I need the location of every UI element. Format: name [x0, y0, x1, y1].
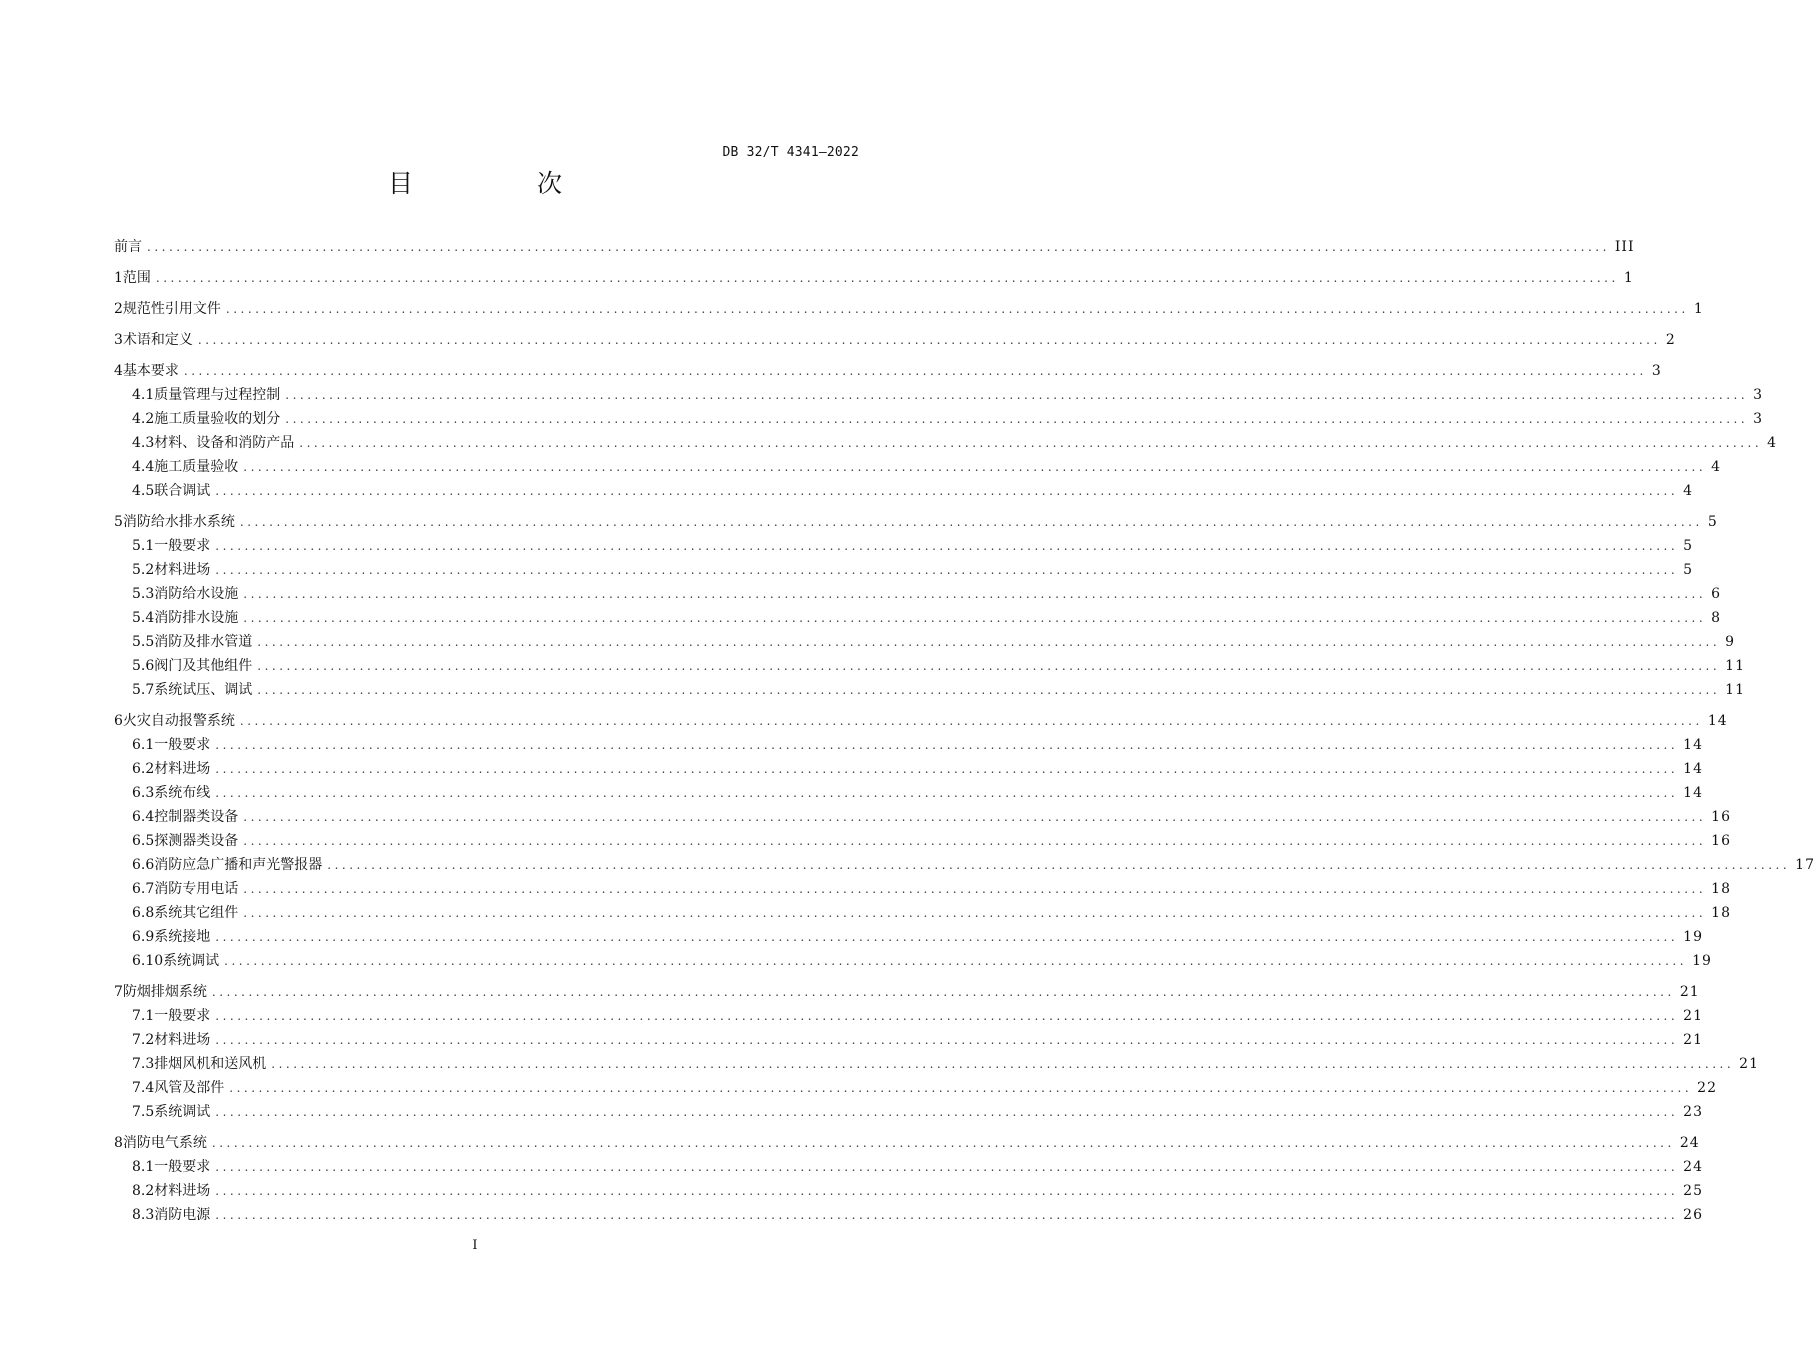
- toc-entry-label: 范围: [122, 270, 151, 286]
- toc-leader-dots: ........................................................................................................................................................................................................: [271, 1057, 1735, 1071]
- toc-entry-label: 消防电气系统: [122, 1135, 207, 1151]
- toc-entry-label: 一般要求: [154, 1008, 211, 1024]
- page-title: 目 次: [388, 169, 620, 198]
- toc-entry-number: 8: [114, 1135, 123, 1151]
- toc-leader-dots: ........................................................................................................................................................................................................: [224, 954, 1688, 968]
- toc-entry-number: 4.1: [132, 387, 155, 403]
- toc-leader-dots: ........................................................................................................................................................................................................: [243, 587, 1707, 601]
- toc-entry[interactable]: [114, 1100, 1703, 1124]
- toc-entry[interactable]: [114, 1076, 1717, 1100]
- toc-leader-dots: ........................................................................................................................................................................................................: [215, 539, 1679, 553]
- toc-leader-dots: ........................................................................................................................................................................................................: [215, 1105, 1679, 1119]
- toc-entry-number: 6.7: [132, 881, 155, 897]
- toc-entry-page: 19: [1692, 953, 1712, 969]
- toc-entry[interactable]: [114, 534, 1694, 558]
- toc-entry-label: 火灾自动报警系统: [122, 713, 235, 729]
- toc-entry-label: 一般要求: [154, 1159, 211, 1175]
- toc-entry-page: 21: [1679, 984, 1700, 1000]
- toc-entry-page: 25: [1683, 1183, 1703, 1199]
- toc-entry[interactable]: [114, 925, 1703, 949]
- toc-entry[interactable]: [114, 853, 1815, 877]
- toc-leader-dots: ........................................................................................................................................................................................................: [215, 1009, 1679, 1023]
- toc-entry-number: 1: [114, 270, 123, 286]
- toc-entry[interactable]: [114, 901, 1731, 925]
- toc-leader-dots: ........................................................................................................................................................................................................: [327, 858, 1791, 872]
- toc-entry-label: 施工质量验收: [154, 459, 239, 475]
- toc-leader-dots: ........................................................................................................................................................................................................: [239, 515, 1703, 529]
- toc-entry-number: 6.9: [132, 929, 155, 945]
- toc-entry-page: 26: [1683, 1207, 1703, 1223]
- toc-entry-label: 施工质量验收的划分: [154, 411, 281, 427]
- toc-entry-page: 1: [1623, 270, 1634, 286]
- toc-entry[interactable]: [114, 510, 1718, 534]
- toc-leader-dots: ........................................................................................................................................................................................................: [215, 930, 1679, 944]
- toc-entry-number: 6.1: [132, 737, 155, 753]
- toc-entry-label: 联合调试: [154, 483, 211, 499]
- toc-entry-label: 材料、设备和消防产品: [154, 435, 295, 451]
- toc-entry-label: 探测器类设备: [154, 833, 239, 849]
- toc-entry[interactable]: [114, 630, 1736, 654]
- toc-leader-dots: ........................................................................................................................................................................................................: [243, 810, 1707, 824]
- toc-leader-dots: ........................................................................................................................................................................................................: [285, 388, 1749, 402]
- toc-entry-label: 材料进场: [154, 761, 211, 777]
- toc-entry-label: 材料进场: [154, 1032, 211, 1048]
- toc-entry[interactable]: [114, 1028, 1703, 1052]
- toc-entry-label: 系统调试: [163, 953, 220, 969]
- toc-entry-number: 5.7: [132, 682, 155, 698]
- toc-entry-label: 消防应急广播和声光警报器: [154, 857, 323, 873]
- toc-entry[interactable]: [114, 877, 1731, 901]
- toc-leader-dots: ........................................................................................................................................................................................................: [215, 786, 1679, 800]
- toc-entry-label: 前言: [114, 239, 142, 255]
- toc-entry-page: 11: [1725, 658, 1745, 674]
- toc-entry-page: 17: [1795, 857, 1815, 873]
- toc-entry-page: 24: [1679, 1135, 1700, 1151]
- toc-entry[interactable]: [114, 1155, 1703, 1179]
- toc-entry-label: 一般要求: [154, 538, 211, 554]
- toc-entry[interactable]: [114, 1052, 1759, 1076]
- toc-leader-dots: ........................................................................................................................................................................................................: [215, 1033, 1679, 1047]
- toc-entry-label: 消防排水设施: [154, 610, 239, 626]
- toc-entry-label: 消防及排水管道: [154, 634, 253, 650]
- toc-entry[interactable]: [114, 266, 1634, 290]
- toc-entry-page: 4: [1711, 459, 1722, 475]
- toc-entry-label: 防烟排烟系统: [122, 984, 207, 1000]
- toc-entry-number: 4.4: [132, 459, 155, 475]
- toc-entry-page: 5: [1707, 514, 1718, 530]
- toc-entry-page: 9: [1725, 634, 1736, 650]
- toc-entry-page: 11: [1725, 682, 1745, 698]
- toc-entry-page: 18: [1711, 881, 1731, 897]
- toc-entry-number: 8.2: [132, 1183, 155, 1199]
- toc-entry-page: 5: [1683, 562, 1694, 578]
- toc-entry[interactable]: [114, 479, 1694, 503]
- toc-leader-dots: ........................................................................................................................................................................................................: [215, 563, 1679, 577]
- toc-entry[interactable]: [114, 709, 1728, 733]
- toc-entry-page: 6: [1711, 586, 1722, 602]
- toc-entry-label: 基本要求: [122, 363, 179, 379]
- toc-entry-page: 19: [1683, 929, 1703, 945]
- toc-entry-page: 3: [1753, 411, 1764, 427]
- toc-entry-page: 21: [1683, 1032, 1703, 1048]
- toc-leader-dots: ........................................................................................................................................................................................................: [155, 271, 1619, 285]
- toc-leader-dots: ........................................................................................................................................................................................................: [147, 240, 1610, 254]
- toc-leader-dots: ........................................................................................................................................................................................................: [211, 1136, 1675, 1150]
- toc-entry-number: 5.1: [132, 538, 155, 554]
- toc-entry-label: 控制器类设备: [154, 809, 239, 825]
- toc-entry-label: 材料进场: [154, 1183, 211, 1199]
- toc-entry-label: 系统其它组件: [154, 905, 239, 921]
- toc-entry-page: 16: [1711, 833, 1731, 849]
- toc-leader-dots: ........................................................................................................................................................................................................: [215, 1208, 1679, 1222]
- toc-entry-number: 8.1: [132, 1159, 155, 1175]
- toc-entry-page: III: [1614, 239, 1635, 255]
- toc-entry-page: 3: [1753, 387, 1764, 403]
- toc-entry-page: 24: [1683, 1159, 1703, 1175]
- toc-entry-page: 22: [1697, 1080, 1717, 1096]
- toc-leader-dots: ........................................................................................................................................................................................................: [239, 714, 1703, 728]
- toc-entry[interactable]: [114, 297, 1704, 321]
- toc-entry[interactable]: [114, 757, 1703, 781]
- toc-entry[interactable]: [114, 1203, 1703, 1227]
- toc-leader-dots: ........................................................................................................................................................................................................: [215, 484, 1679, 498]
- toc-entry[interactable]: [114, 606, 1722, 630]
- toc-entry-label: 阀门及其他组件: [154, 658, 253, 674]
- toc-leader-dots: ........................................................................................................................................................................................................: [215, 1160, 1679, 1174]
- toc-entry-label: 排烟风机和送风机: [154, 1056, 267, 1072]
- toc-entry-label: 系统调试: [154, 1104, 211, 1120]
- toc-leader-dots: ........................................................................................................................................................................................................: [257, 659, 1721, 673]
- toc-leader-dots: ........................................................................................................................................................................................................: [243, 611, 1707, 625]
- toc-leader-dots: ........................................................................................................................................................................................................: [243, 834, 1707, 848]
- toc-entry-number: 3: [114, 332, 123, 348]
- toc-entry-number: 7.4: [132, 1080, 155, 1096]
- toc-entry-page: 4: [1767, 435, 1778, 451]
- toc-entry-number: 7.3: [132, 1056, 155, 1072]
- toc-entry-number: 6.2: [132, 761, 155, 777]
- toc-entry-page: 14: [1683, 785, 1703, 801]
- toc-leader-dots: ........................................................................................................................................................................................................: [243, 460, 1707, 474]
- toc-leader-dots: ........................................................................................................................................................................................................: [211, 985, 1675, 999]
- toc-entry-label: 系统接地: [154, 929, 211, 945]
- toc-entry[interactable]: [114, 678, 1745, 702]
- toc-entry-label: 材料进场: [154, 562, 211, 578]
- toc-entry[interactable]: [114, 1131, 1700, 1155]
- toc-entry-page: 1: [1693, 301, 1704, 317]
- toc-entry[interactable]: [114, 558, 1694, 582]
- toc-entry[interactable]: [114, 1179, 1703, 1203]
- toc-leader-dots: ........................................................................................................................................................................................................: [229, 1081, 1693, 1095]
- toc-entry-page: 18: [1711, 905, 1731, 921]
- toc-entry-page: 21: [1683, 1008, 1703, 1024]
- toc-entry-number: 7.1: [132, 1008, 155, 1024]
- toc-entry-label: 系统布线: [154, 785, 211, 801]
- toc-entry-page: 21: [1739, 1056, 1759, 1072]
- toc-entry-number: 6.4: [132, 809, 155, 825]
- toc-entry-page: 4: [1683, 483, 1694, 499]
- toc-entry-number: 6.5: [132, 833, 155, 849]
- toc-entry-number: 5.5: [132, 634, 155, 650]
- toc-leader-dots: ........................................................................................................................................................................................................: [225, 302, 1689, 316]
- toc-entry-label: 消防电源: [154, 1207, 211, 1223]
- toc-entry-number: 6.3: [132, 785, 155, 801]
- toc-leader-dots: ........................................................................................................................................................................................................: [299, 436, 1763, 450]
- toc-entry-page: 16: [1711, 809, 1731, 825]
- toc-entry-number: 5.2: [132, 562, 155, 578]
- toc-entry-page: 3: [1651, 363, 1662, 379]
- toc-entry[interactable]: [114, 654, 1745, 678]
- toc-entry[interactable]: [114, 980, 1700, 1004]
- toc-entry-number: 7: [114, 984, 123, 1000]
- toc-entry[interactable]: [114, 359, 1662, 383]
- toc-leader-dots: ........................................................................................................................................................................................................: [243, 882, 1707, 896]
- toc-entry[interactable]: [114, 949, 1712, 973]
- toc-leader-dots: ........................................................................................................................................................................................................: [257, 683, 1721, 697]
- toc-entry-number: 7.2: [132, 1032, 155, 1048]
- toc-entry-page: 23: [1683, 1104, 1703, 1120]
- toc-entry-number: 8.3: [132, 1207, 155, 1223]
- toc-entry-number: 5.4: [132, 610, 155, 626]
- toc-leader-dots: ........................................................................................................................................................................................................: [215, 762, 1679, 776]
- toc-entry[interactable]: [114, 431, 1778, 455]
- toc-leader-dots: ........................................................................................................................................................................................................: [285, 412, 1749, 426]
- toc-entry-label: 消防给水设施: [154, 586, 239, 602]
- toc-entry-number: 7.5: [132, 1104, 155, 1120]
- toc-entry[interactable]: [114, 805, 1731, 829]
- toc-entry-number: 4.3: [132, 435, 155, 451]
- toc-leader-dots: ........................................................................................................................................................................................................: [243, 906, 1707, 920]
- toc-entry-label: 消防给水排水系统: [122, 514, 235, 530]
- toc-leader-dots: ........................................................................................................................................................................................................: [257, 635, 1721, 649]
- toc-entry[interactable]: [114, 781, 1703, 805]
- toc-entry[interactable]: [114, 383, 1764, 407]
- toc-entry-number: 2: [114, 301, 123, 317]
- toc-entry-page: 14: [1683, 737, 1703, 753]
- toc-entry-number: 6.10: [132, 953, 164, 969]
- toc-entry-page: 5: [1683, 538, 1694, 554]
- document-code: DB 32/T 4341—2022: [722, 145, 859, 160]
- toc-entry[interactable]: [114, 582, 1722, 606]
- toc-entry[interactable]: [114, 328, 1676, 352]
- page-number: I: [472, 1238, 478, 1253]
- toc-entry[interactable]: [114, 407, 1764, 431]
- toc-entry-number: 6.6: [132, 857, 155, 873]
- table-of-contents: [114, 235, 1815, 1227]
- toc-entry[interactable]: [114, 1004, 1703, 1028]
- toc-entry-label: 规范性引用文件: [122, 301, 221, 317]
- toc-entry-number: 6: [114, 713, 123, 729]
- toc-leader-dots: ........................................................................................................................................................................................................: [183, 364, 1647, 378]
- toc-entry-page: 8: [1711, 610, 1722, 626]
- toc-entry-label: 消防专用电话: [154, 881, 239, 897]
- toc-entry-label: 系统试压、调试: [154, 682, 253, 698]
- toc-entry-number: 5.6: [132, 658, 155, 674]
- toc-entry-page: 14: [1683, 761, 1703, 777]
- toc-entry-label: 风管及部件: [154, 1080, 225, 1096]
- toc-entry-page: 14: [1707, 713, 1728, 729]
- toc-entry-number: 4.2: [132, 411, 155, 427]
- toc-entry-page: 2: [1665, 332, 1676, 348]
- toc-entry-label: 一般要求: [154, 737, 211, 753]
- toc-entry[interactable]: [114, 455, 1722, 479]
- toc-entry-number: 5.3: [132, 586, 155, 602]
- toc-leader-dots: ........................................................................................................................................................................................................: [215, 738, 1679, 752]
- toc-entry-number: 5: [114, 514, 123, 530]
- toc-leader-dots: ........................................................................................................................................................................................................: [215, 1184, 1679, 1198]
- toc-leader-dots: ........................................................................................................................................................................................................: [197, 333, 1661, 347]
- toc-entry[interactable]: [114, 829, 1731, 853]
- toc-entry-number: 6.8: [132, 905, 155, 921]
- toc-entry-label: 术语和定义: [122, 332, 193, 348]
- toc-entry-number: 4: [114, 363, 123, 379]
- toc-entry[interactable]: [114, 235, 1635, 259]
- toc-entry-number: 4.5: [132, 483, 155, 499]
- toc-entry[interactable]: [114, 733, 1703, 757]
- toc-entry-label: 质量管理与过程控制: [154, 387, 281, 403]
